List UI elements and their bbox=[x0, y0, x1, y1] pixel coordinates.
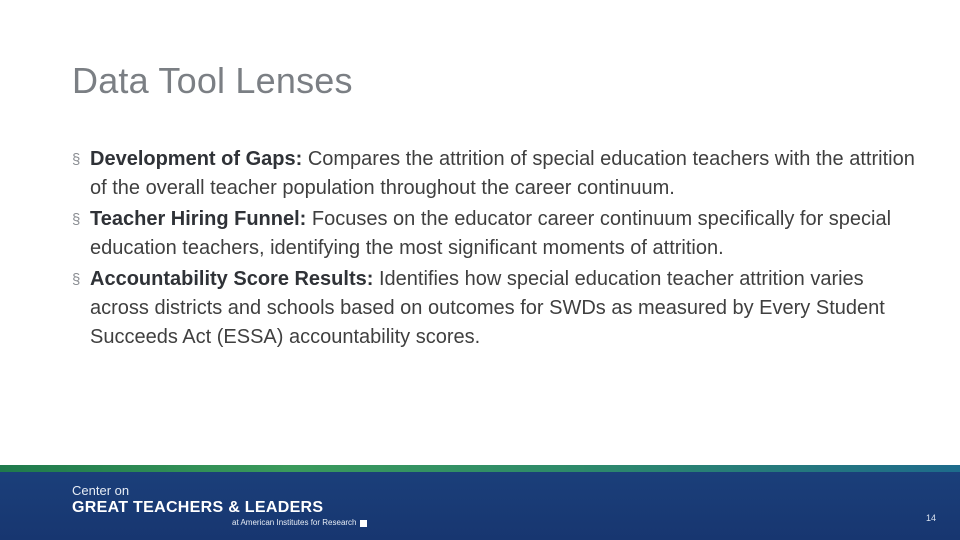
page-number: 14 bbox=[925, 513, 936, 523]
logo-line-2: GREAT TEACHERS & LEADERS bbox=[72, 499, 324, 516]
bullet-marker-icon: § bbox=[72, 151, 81, 168]
bullet-term: Teacher Hiring Funnel: bbox=[90, 208, 307, 230]
bullet-list bbox=[72, 145, 922, 354]
slide-title: Data Tool Lenses bbox=[72, 60, 353, 101]
bullet-term: Development of Gaps: bbox=[90, 148, 303, 170]
logo-line-3 bbox=[232, 518, 367, 528]
bullet-text: Compares the attrition of special education teachers with the attrition of the overall teacher population throughout the career continuum. bbox=[90, 148, 915, 199]
footer-stripe bbox=[0, 465, 960, 472]
logo-square-icon bbox=[360, 520, 367, 527]
logo-tagline: at American Institutes for Research bbox=[232, 518, 357, 527]
bullet-marker-icon: § bbox=[72, 211, 81, 228]
bullet-item bbox=[72, 205, 922, 263]
bullet-marker-icon: § bbox=[72, 271, 81, 288]
bullet-item bbox=[72, 265, 922, 352]
organization-logo bbox=[72, 484, 367, 528]
bullet-text: Focuses on the educator career continuum specifically for special education teachers, identifying the most significant moments of attrition. bbox=[90, 208, 892, 259]
logo-line-1: Center on bbox=[72, 483, 130, 498]
bullet-term: Accountability Score Results: bbox=[90, 268, 374, 290]
bullet-item bbox=[72, 145, 922, 203]
bullet-text: Identifies how special education teacher attrition varies across districts and schools based on outcomes for SWDs as measured by Every Student Succeeds Act (ESSA) accountability scores. bbox=[90, 268, 885, 348]
